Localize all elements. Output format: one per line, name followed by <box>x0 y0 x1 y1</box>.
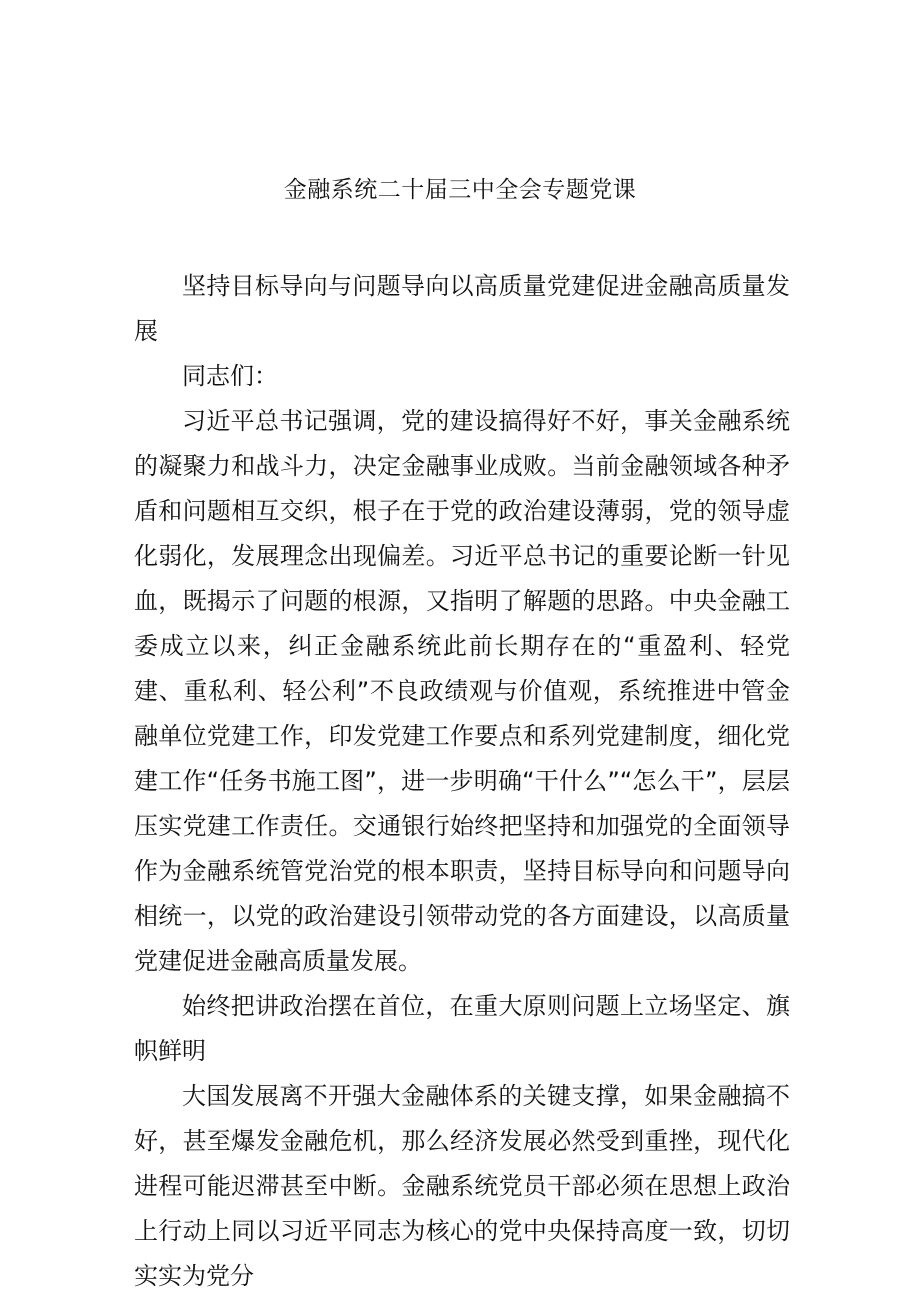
document-body <box>134 264 790 1299</box>
salutation: 同志们： <box>182 362 278 390</box>
body-paragraph: 大国发展离不开强大金融体系的关键支撑，如果金融搞不好，甚至爆发金融危机，那么经济发展必然受到重挫，现代化进程可能迟滞甚至中断。金融系统党员干部必须在思想上政治上行动上同以习近平同志为核心的党中央保持高度一致，切切实实为党分 <box>134 1082 790 1290</box>
section-heading: 始终把讲政治摆在首位，在重大原则问题上立场坚定、旗帜鲜明 <box>134 992 790 1065</box>
document-title: 金融系统二十届三中全会专题党课 <box>283 177 637 203</box>
body-paragraph: 习近平总书记强调，党的建设搞得好不好，事关金融系统的凝聚力和战斗力，决定金融事业成败。当前金融领域各种矛盾和问题相互交织，根子在于党的政治建设薄弱，党的领导虚化弱化，发展理念出现偏差。习近平总书记的重要论断一针见血，既揭示了问题的根源，又指明了解题的思路。中央金融工委成立以来，纠正金融系统此前长期存在的“重盈利、轻党建、重私利、轻公利”不良政绩观与价值观，系统推进中管金融单位党建工作，印发党建工作要点和系列党建制度，细化党建工作“任务书施工图”，进一步明确“干什么”“怎么干”，层层压实党建工作责任。交通银行始终把坚持和加强党的全面领导作为金融系统管党治党的根本职责，坚持目标导向和问题导向相统一，以党的政治建设引领带动党的各方面建设，以高质量党建促进金融高质量发展。 <box>134 407 790 975</box>
section-heading: 坚持目标导向与问题导向以高质量党建促进金融高质量发展 <box>134 272 790 345</box>
